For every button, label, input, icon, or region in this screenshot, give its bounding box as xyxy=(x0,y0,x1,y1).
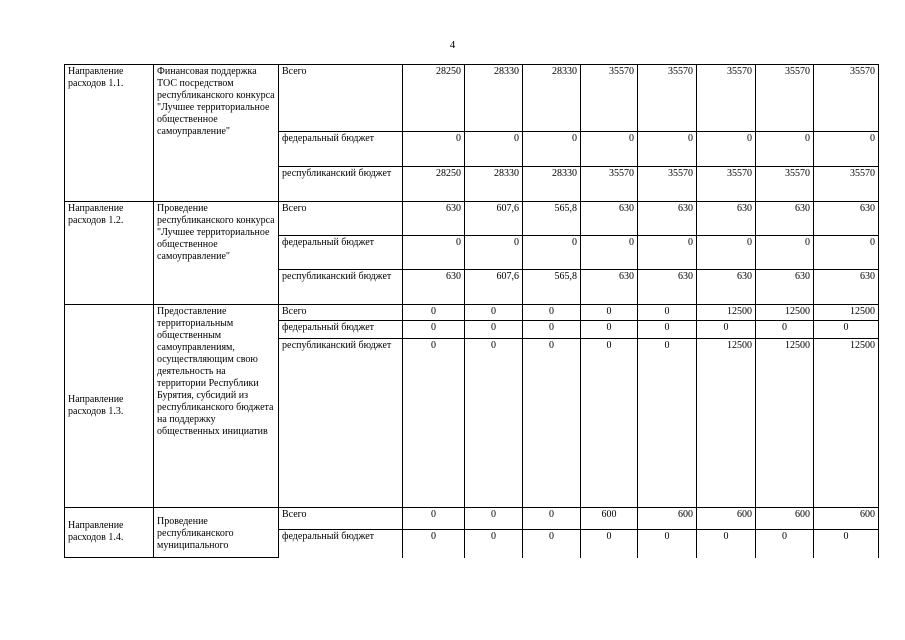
value-cell: 0 xyxy=(465,132,523,167)
direction-cell: Направление расходов 1.4. xyxy=(65,508,154,558)
value-cell: 12500 xyxy=(756,305,814,321)
value-cell: 0 xyxy=(638,530,697,558)
table-row xyxy=(65,508,879,530)
value-cell: 35570 xyxy=(638,65,697,132)
value-cell: 630 xyxy=(697,270,756,305)
value-cell: 28330 xyxy=(465,65,523,132)
event-cell: Проведение республиканского муниципального xyxy=(154,508,279,558)
value-cell: 0 xyxy=(697,236,756,270)
value-cell: 0 xyxy=(523,530,581,558)
value-cell: 630 xyxy=(581,270,638,305)
value-cell: 0 xyxy=(465,339,523,508)
value-cell: 0 xyxy=(403,339,465,508)
direction-cell: Направление расходов 1.3. xyxy=(65,305,154,508)
value-cell: 0 xyxy=(465,305,523,321)
page-number: 4 xyxy=(449,39,456,51)
value-cell: 35570 xyxy=(581,167,638,202)
value-cell: 0 xyxy=(814,132,879,167)
value-cell: 28330 xyxy=(465,167,523,202)
value-cell: 0 xyxy=(638,236,697,270)
value-cell: 630 xyxy=(638,202,697,236)
value-cell: 35570 xyxy=(697,65,756,132)
value-cell: 0 xyxy=(465,508,523,530)
value-cell: 0 xyxy=(756,236,814,270)
value-cell: 28250 xyxy=(403,65,465,132)
value-cell: 630 xyxy=(814,270,879,305)
value-cell: 0 xyxy=(403,236,465,270)
value-cell: 0 xyxy=(581,236,638,270)
value-cell: 0 xyxy=(814,321,879,339)
value-cell: 630 xyxy=(581,202,638,236)
value-cell: 600 xyxy=(581,508,638,530)
table-row xyxy=(65,202,879,236)
value-cell: 0 xyxy=(697,321,756,339)
value-cell: 0 xyxy=(523,508,581,530)
value-cell: 0 xyxy=(523,321,581,339)
value-cell: 630 xyxy=(638,270,697,305)
value-cell: 0 xyxy=(756,530,814,558)
value-cell: 0 xyxy=(697,530,756,558)
value-cell: 0 xyxy=(756,132,814,167)
value-cell: 12500 xyxy=(697,305,756,321)
value-cell: 0 xyxy=(581,321,638,339)
value-cell: 0 xyxy=(638,305,697,321)
value-cell: 0 xyxy=(465,321,523,339)
value-cell: 0 xyxy=(523,339,581,508)
value-cell: 35570 xyxy=(756,65,814,132)
source-cell: Всего xyxy=(279,202,403,236)
budget-table xyxy=(64,64,879,558)
value-cell: 0 xyxy=(581,530,638,558)
source-cell: республиканский бюджет xyxy=(279,167,403,202)
value-cell: 0 xyxy=(581,305,638,321)
value-cell: 0 xyxy=(403,132,465,167)
table-row xyxy=(65,65,879,132)
source-cell: федеральный бюджет xyxy=(279,530,403,558)
value-cell: 0 xyxy=(523,132,581,167)
value-cell: 600 xyxy=(638,508,697,530)
value-cell: 630 xyxy=(814,202,879,236)
direction-cell: Направление расходов 1.1. xyxy=(65,65,154,202)
value-cell: 600 xyxy=(814,508,879,530)
value-cell: 28250 xyxy=(403,167,465,202)
source-cell: федеральный бюджет xyxy=(279,321,403,339)
value-cell: 630 xyxy=(403,270,465,305)
table-row xyxy=(65,305,879,321)
value-cell: 630 xyxy=(756,270,814,305)
value-cell: 0 xyxy=(403,321,465,339)
source-cell: Всего xyxy=(279,305,403,321)
value-cell: 0 xyxy=(403,508,465,530)
value-cell: 607,6 xyxy=(465,202,523,236)
value-cell: 35570 xyxy=(756,167,814,202)
value-cell: 35570 xyxy=(814,167,879,202)
value-cell: 0 xyxy=(465,236,523,270)
value-cell: 0 xyxy=(697,132,756,167)
value-cell: 0 xyxy=(523,236,581,270)
value-cell: 565,8 xyxy=(523,270,581,305)
value-cell: 600 xyxy=(697,508,756,530)
value-cell: 565,8 xyxy=(523,202,581,236)
value-cell: 0 xyxy=(814,236,879,270)
value-cell: 0 xyxy=(756,321,814,339)
source-cell: республиканский бюджет xyxy=(279,270,403,305)
value-cell: 12500 xyxy=(814,339,879,508)
value-cell: 12500 xyxy=(814,305,879,321)
value-cell: 12500 xyxy=(697,339,756,508)
value-cell: 600 xyxy=(756,508,814,530)
value-cell: 630 xyxy=(756,202,814,236)
value-cell: 0 xyxy=(581,132,638,167)
value-cell: 28330 xyxy=(523,167,581,202)
value-cell: 0 xyxy=(523,305,581,321)
value-cell: 0 xyxy=(581,339,638,508)
value-cell: 35570 xyxy=(638,167,697,202)
value-cell: 630 xyxy=(697,202,756,236)
value-cell: 35570 xyxy=(697,167,756,202)
direction-cell: Направление расходов 1.2. xyxy=(65,202,154,305)
value-cell: 35570 xyxy=(814,65,879,132)
source-cell: республиканский бюджет xyxy=(279,339,403,508)
event-cell: Проведение республиканского конкурса "Лучшее территориальное общественное самоуправление" xyxy=(154,202,279,305)
value-cell: 0 xyxy=(814,530,879,558)
value-cell: 0 xyxy=(638,339,697,508)
value-cell: 630 xyxy=(403,202,465,236)
value-cell: 0 xyxy=(465,530,523,558)
source-cell: Всего xyxy=(279,508,403,530)
value-cell: 0 xyxy=(403,530,465,558)
event-cell: Предоставление территориальным общественным самоуправлениям, осуществляющим свою деятельность на территории Республики Бурятия, субсидий из республиканского бюджета на поддержку общественных инициатив xyxy=(154,305,279,508)
value-cell: 0 xyxy=(403,305,465,321)
value-cell: 0 xyxy=(638,321,697,339)
source-cell: федеральный бюджет xyxy=(279,132,403,167)
source-cell: Всего xyxy=(279,65,403,132)
value-cell: 28330 xyxy=(523,65,581,132)
value-cell: 0 xyxy=(638,132,697,167)
event-cell: Финансовая поддержка ТОС посредством республиканского конкурса "Лучшее территориальное общественное самоуправление" xyxy=(154,65,279,202)
value-cell: 35570 xyxy=(581,65,638,132)
value-cell: 12500 xyxy=(756,339,814,508)
source-cell: федеральный бюджет xyxy=(279,236,403,270)
value-cell: 607,6 xyxy=(465,270,523,305)
